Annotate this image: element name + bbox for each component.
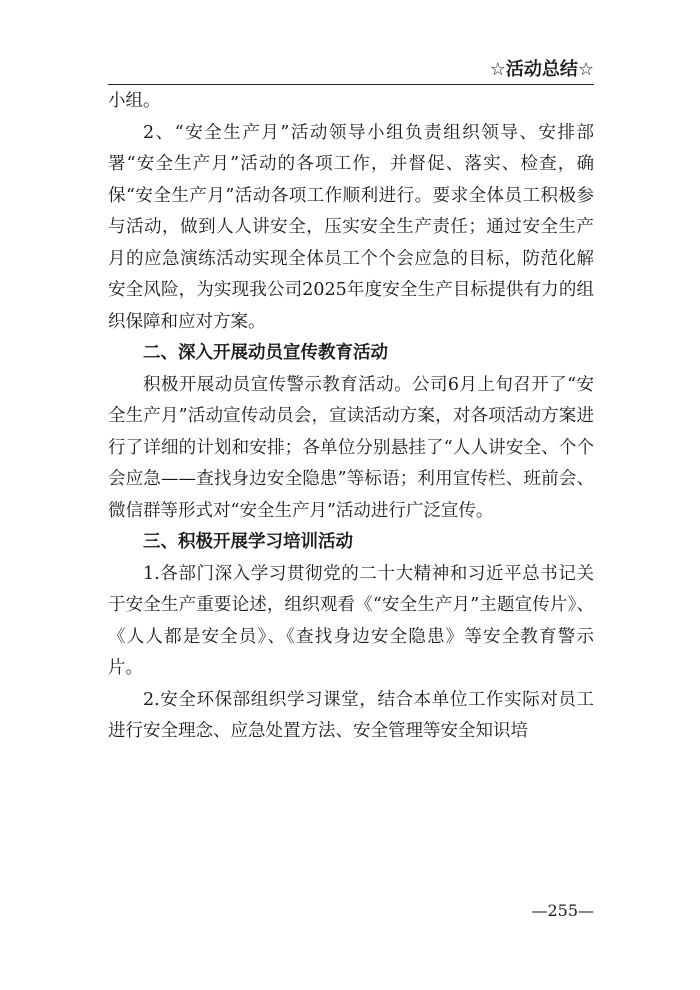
paragraph-training-2: 2.安全环保部组织学习课堂，结合本单位工作实际对员工进行安全理念、应急处置方法、安全管理等安全知识培 — [108, 689, 594, 741]
paragraph-publicity: 积极开展动员宣传警示教育活动。公司6月上旬召开了“安全生产月”活动宣传动员会，宣读活动方案，对各项活动方案进行了详细的计划和安排；各单位分别悬挂了“人人讲安全、个个会应急——查找身边安全隐患”等标语；利用宣传栏、班前会、微信群等形式对“安全生产月”活动进行广泛宣传。 — [108, 374, 594, 521]
header-divider — [108, 84, 594, 85]
page-number: —255— — [531, 901, 594, 920]
paragraph-training-1: 1.各部门深入学习贯彻党的二十大精神和习近平总书记关于安全生产重要论述，组织观看《“安全生产月”主题宣传片》、《人人都是安全员》、《查找身边安全隐患》等安全教育警示片。 — [108, 563, 594, 678]
paragraph-continuation: 小组。 — [108, 91, 161, 111]
section-heading-training: 三、积极开展学习培训活动 — [143, 532, 353, 552]
document-body — [108, 86, 594, 748]
running-header: ☆活动总结☆ — [489, 59, 594, 80]
section-heading-publicity: 二、深入开展动员宣传教育活动 — [143, 343, 388, 363]
paragraph-leadership-group: 2、“安全生产月”活动领导小组负责组织领导、安排部署“安全生产月”活动的各项工作，并督促、落实、检查，确保“安全生产月”活动各项工作顺利进行。要求全体员工积极参与活动，做到人人讲安全，压实安全生产责任；通过安全生产月的应急演练活动实现全体员工个个会应急的目标，防范化解安全风险，为实现我公司2025年度安全生产目标提供有力的组织保障和应对方案。 — [108, 122, 594, 332]
